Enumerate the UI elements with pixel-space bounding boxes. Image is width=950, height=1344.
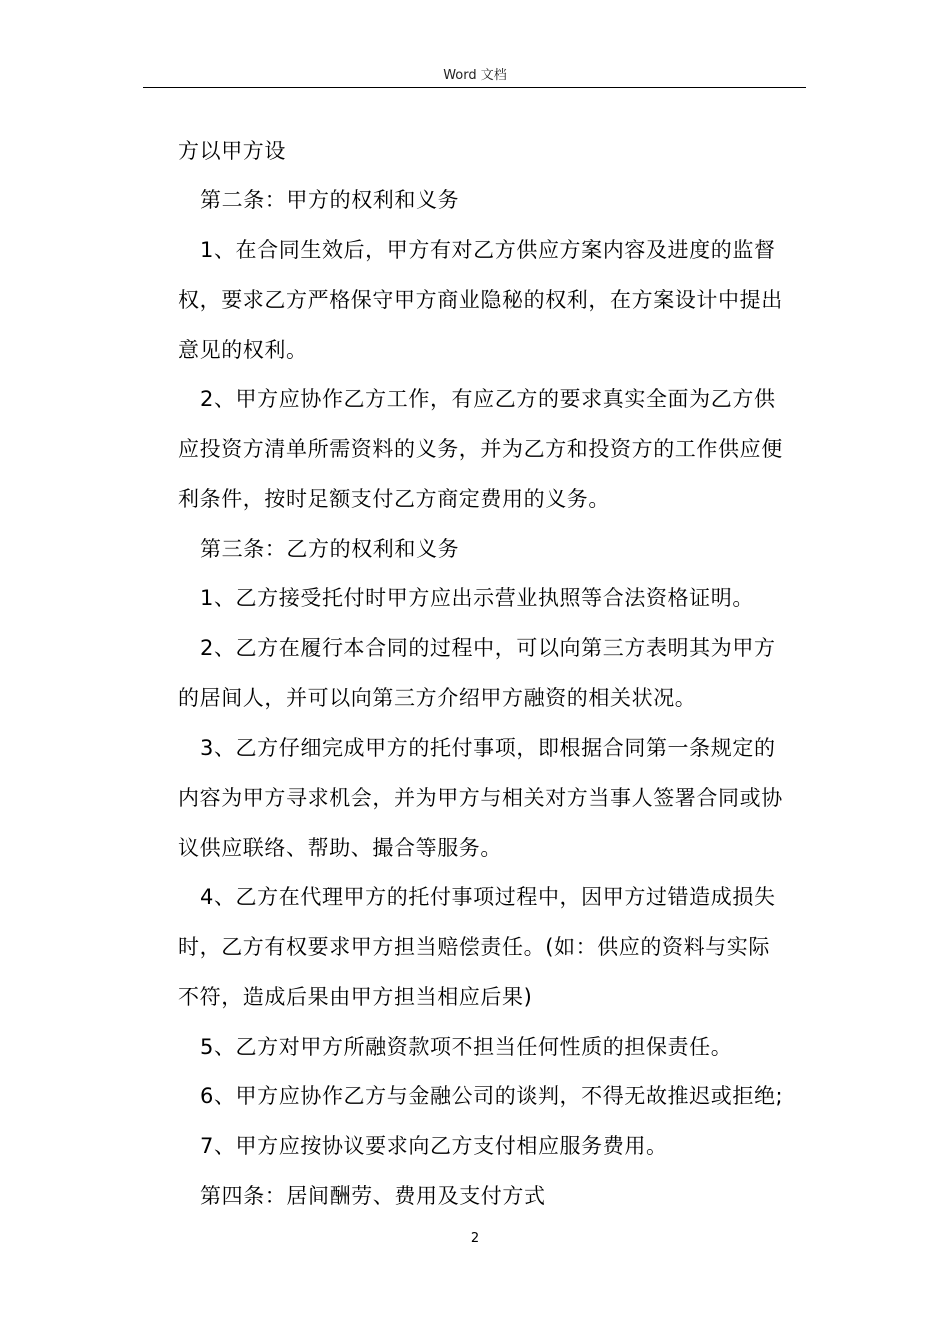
text-line: 权，要求乙方严格保守甲方商业隐秘的权利，在方案设计中提出 [178,288,783,312]
section-heading: 第三条：乙方的权利和义务 [200,537,460,561]
text-line: 议供应联络、帮助、撮合等服务。 [178,836,502,860]
text-line: 不符，造成后果由甲方担当相应后果) [178,985,533,1009]
section-heading: 第二条：甲方的权利和义务 [200,188,460,212]
text-line: 2、乙方在履行本合同的过程中，可以向第三方表明其为甲方 [200,636,776,660]
header-title: Word 文档 [443,68,507,83]
text-line: 应投资方清单所需资料的义务，并为乙方和投资方的工作供应便 [178,437,783,461]
text-line: 1、在合同生效后，甲方有对乙方供应方案内容及进度的监督 [200,238,776,262]
text-line: 方以甲方设 [178,139,286,163]
text-line: 1、乙方接受托付时甲方应出示营业执照等合法资格证明。 [200,586,754,610]
text-line: 2、甲方应协作乙方工作，有应乙方的要求真实全面为乙方供 [200,387,776,411]
text-line: 的居间人，并可以向第三方介绍甲方融资的相关状况。 [178,686,697,710]
section-heading: 第四条：居间酬劳、费用及支付方式 [200,1184,546,1208]
text-line: 时，乙方有权要求甲方担当赔偿责任。(如：供应的资料与实际 [178,935,770,959]
text-line: 内容为甲方寻求机会，并为甲方与相关对方当事人签署合同或协 [178,786,783,810]
text-line: 意见的权利。 [178,338,308,362]
text-line: 4、乙方在代理甲方的托付事项过程中，因甲方过错造成损失 [200,885,776,909]
text-line: 利条件，按时足额支付乙方商定费用的义务。 [178,487,610,511]
page-number: 2 [470,1231,480,1246]
text-line: 7、甲方应按协议要求向乙方支付相应服务费用。 [200,1134,668,1158]
text-line: 6、甲方应协作乙方与金融公司的谈判，不得无故推迟或拒绝; [200,1084,784,1108]
text-line: 5、乙方对甲方所融资款项不担当任何性质的担保责任。 [200,1035,733,1059]
header-divider [143,87,806,88]
text-line: 3、乙方仔细完成甲方的托付事项，即根据合同第一条规定的 [200,736,776,760]
